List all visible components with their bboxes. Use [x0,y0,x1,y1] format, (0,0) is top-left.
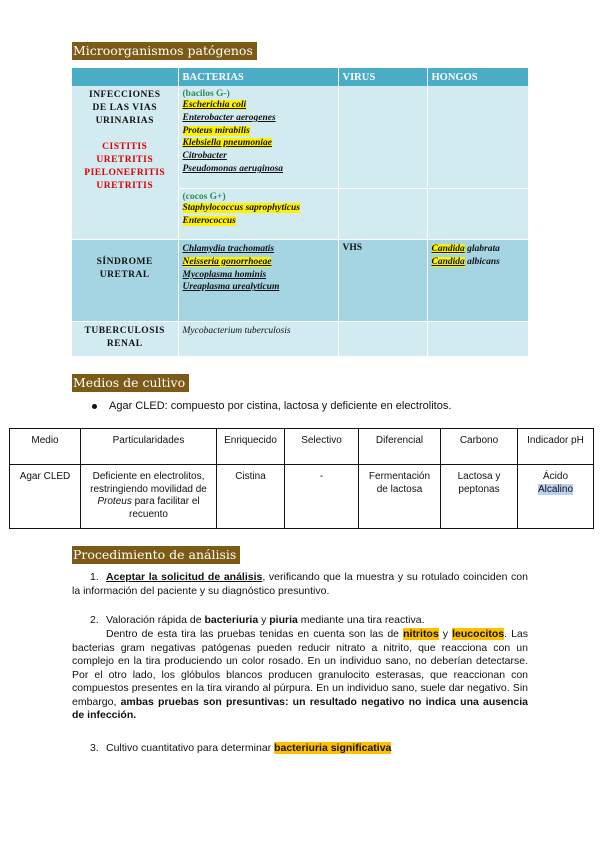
ph-alkaline: Alcalino [537,483,574,495]
bacilos-title: (bacilos G-) [182,89,230,99]
media-bullet [92,400,451,412]
step-number: 2. [90,614,99,626]
table-row [72,86,528,189]
highlight-nitritos: nitritos [403,628,439,640]
paragraph-text: Dentro de esta tira las pruebas tenidas en cuenta son las de [106,628,400,640]
condition-line: URETRITIS [96,155,154,165]
label-line: TUBERCULOSIS [84,326,165,336]
ph-acid: Ácido [542,471,568,482]
table-header-row [72,68,528,86]
header-cell: BACTERIAS [178,68,338,86]
organism: Pseudomonas aeruginosa [182,163,284,174]
header-cell: VIRUS [338,68,427,86]
label-line: SÍNDROME [96,257,153,267]
virus-cell [338,189,427,240]
cell-text: para facilitar el recuento [129,496,200,520]
step-bold: piuria [269,614,298,626]
step-text: Cultivo cuantitativo para determinar [106,742,272,754]
uti-label-cell [72,86,178,240]
step-text: Valoración rápida de [106,614,202,626]
highlight-bacteriuria: bacteriuria significativa [274,742,392,754]
urethral-bacteria-cell [178,240,338,322]
organism-genus: Candida [431,256,465,267]
organism: Enterococcus [182,215,236,226]
label-line: DE LAS VIAS [92,103,157,113]
diferencial-cell: Fermentación de lactosa [359,465,441,529]
section-title-media: Medios de cultivo [72,374,189,392]
step-number: 1. [90,571,99,583]
header-cell [72,68,178,86]
organism: Staphylococcus saprophyticus [182,203,300,213]
tb-label-cell [72,322,178,357]
tb-virus-cell [338,322,427,357]
condition-line: CISTITIS [102,142,148,152]
procedure-step-1 [72,571,528,598]
header-cell: Carbono [441,429,518,465]
tb-bacteria-cell [178,322,338,357]
indicador-cell [518,465,594,529]
particularidades-cell [81,465,217,529]
label-line: URINARIAS [95,116,154,126]
header-cell: Particularidades [81,429,217,465]
virus-name: VHS [342,243,363,253]
organism: Chlamydia trachomatis [182,244,275,254]
uti-conditions [76,141,174,193]
condition-line: PIELONEFRITIS [84,168,166,178]
paragraph-text: y [442,628,449,640]
table-row [72,240,528,322]
virus-cell [338,86,427,189]
organism: Mycobacterium tuberculosis [182,326,291,336]
paragraph-text: . Las bacterias gram negativas patógenas pueden reducir nitrato a nitrito, que reacciona con un complejo en la tira produciendo un color rosado. En un individuo sano, no deberían detectarse. Por el otro lado, los glóbulos blancos producen granulocito esterasas, que reaccionan con compuestos presentes en la tira virando al púrpura. En un individuo sano, suele dar negativo. Sin embargo, [72,628,529,708]
media-table [9,428,594,529]
header-cell: Indicador pH [518,429,594,465]
procedure-step-2 [72,614,528,628]
enriquecido-cell: Cistina [217,465,285,529]
step-text: mediante una tira reactiva. [300,614,425,626]
label-line: INFECCIONES [89,90,161,100]
cell-text-italic: Proteus [97,496,132,507]
urethral-label-cell [72,240,178,322]
uti-label [76,89,174,128]
organism: Citrobacter [182,151,227,162]
table-row [10,465,594,529]
procedure-paragraph [72,628,528,723]
header-cell: Diferencial [359,429,441,465]
bullet-text: Agar CLED: compuesto por cistina, lactosa y deficiente en electrolitos. [109,400,452,412]
header-cell: Enriquecido [217,429,285,465]
medio-cell: Agar CLED [10,465,81,529]
carbono-cell: Lactosa y peptonas [441,465,518,529]
organism-species: albicans [467,256,500,267]
header-cell: Selectivo [285,429,359,465]
procedure-step-3 [72,742,528,756]
step-text: y [261,614,267,626]
cell-text: Deficiente en electrolitos, restringiendo movilidad de [90,471,207,495]
highlight-leucocitos: leucocitos [452,628,505,640]
table-row [72,322,528,357]
organism: Enterobacter aerogenes [182,112,276,123]
label-line: URETRAL [99,270,150,280]
organism: Klebsiella pneumoniae [182,138,272,149]
step-number: 3. [90,742,99,754]
cocos-cell [178,189,338,240]
step-bold: bacteriuria [204,614,259,626]
pathogen-table [72,68,529,357]
fungi-cell [427,189,528,240]
organism: Neisseria gonorrhoeae [182,256,272,267]
step-bold: Aceptar la solicitud de análisis [106,571,263,583]
cocos-title: (cocos G+) [182,192,226,202]
organism: Escherichia coli [182,100,247,110]
header-cell: HONGOS [427,68,528,86]
organism: Mycoplasma hominis [182,269,267,280]
organism-species: glabrata [467,244,500,254]
header-cell: Medio [10,429,81,465]
organism-genus: Candida [431,244,465,254]
bullet-icon [92,404,97,409]
tb-fungi-cell [427,322,528,357]
section-title-procedure: Procedimiento de análisis [72,546,240,564]
fungi-cell [427,86,528,189]
urethral-fungi-cell [427,240,528,322]
step-text: , verificando que la muestra y su rotulado coinciden con la información del paciente y su diagnóstico presuntivo. [72,571,528,597]
section-title-pathogens: Microorganismos patógenos [72,42,257,60]
paragraph-bold: ambas pruebas son presuntivas: un resultado negativo no indica una ausencia de infección. [72,695,528,721]
organism: Ureaplasma urealyticum [182,282,280,293]
urethral-virus-cell [338,240,427,322]
table-header-row [10,429,594,465]
label-line: RENAL [106,339,143,349]
bacilos-cell [178,86,338,189]
condition-line: URETRITIS [96,181,154,191]
organism: Proteus mirabilis [182,125,250,136]
selectivo-cell: - [285,465,359,529]
